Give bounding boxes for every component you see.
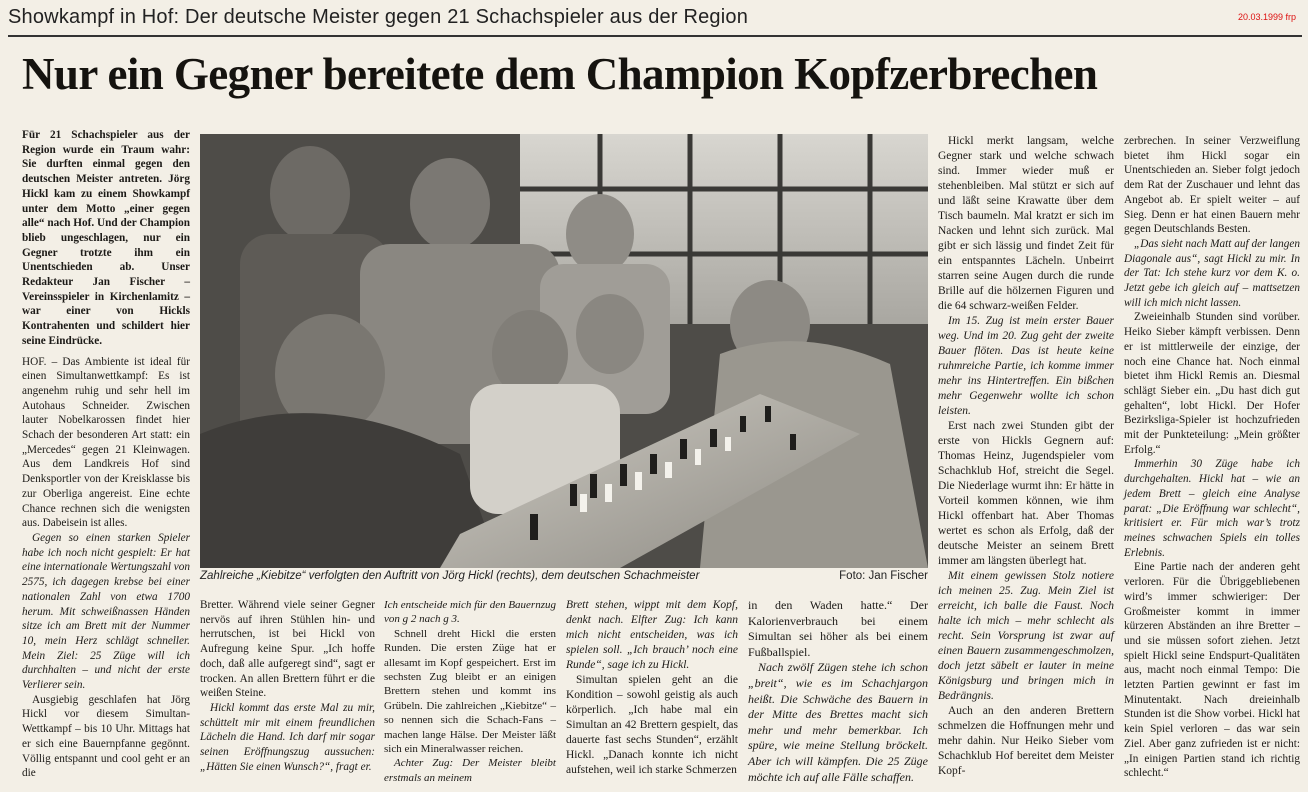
article-column-4: [566, 598, 738, 778]
paragraph: Immerhin 30 Züge habe ich durchgehalten. Hickl hat – wie an jedem Brett – gleich eine Analyse parat: „Die Eröffnung war schlecht“, kritisiert er. Für mich war’s trotz meines schwachen Spiels ein tolles Erlebnis.: [1124, 458, 1300, 559]
headline: Nur ein Gegner bereitete dem Champion Kopfzerbrechen: [22, 49, 1098, 99]
photo-credit: Foto: Jan Fischer: [839, 570, 928, 582]
paragraph: Gegen so einen starken Spieler habe ich noch nicht gespielt: Er hat eine internationale Wertungszahl von 2575, ich dagegen krebse bei einer nationalen Zahl von etwa 1700 herum. Mit schweißnassen Händen sitze ich am Brett mit der Nummer 10, mein Herz schlägt schneller. Mein Ziel: 25 Züge will ich durchhalten – und nicht der erste Verlierer sein.: [22, 531, 191, 692]
paragraph: Simultan spielen geht an die Kondition – sowohl geistig als auch körperlich. „Ich habe mal ein Simultan an 42 Brettern gespielt, das dauerte fast sechs Stunden“, erzählt Hickl. „Danach konnte ich nicht aufstehen, weil ich starke Schmerzen: [566, 674, 738, 776]
paragraph: Bretter. Während viele seiner Gegner nervös auf ihren Stühlen hin- und herrutschen, ist bei Hickl von Aufregung keine Spur. „Ich hoffe doch, daß alle aufgeregt sind“, sagt er trocken. An allen Brettern führt er die weißen Steine.: [200, 599, 375, 700]
intro-paragraph: Für 21 Schachspieler aus der Region wurde ein Traum wahr: Sie durften einmal gegen den deutschen Meister antreten. Jörg Hickl kam zu einem Showkampf unter dem Motto „einer gegen alle“ nach Hof. Und der Champion blieb ungeschlagen, nur ein Gegner trotzte ihm ein Unentschieden ab. Unser Redakteur Jan Fischer – Vereinsspieler in Kirchenlamitz – war einer von Hickls Kontrahenten und schildert hier seine Eindrücke.: [22, 129, 190, 347]
header-rule: [8, 35, 1302, 37]
paragraph: Brett stehen, wippt mit dem Kopf, denkt nach. Elfter Zug: Ich kann mich nicht entscheiden, was ich spielen soll. „Ich brauch’ noch eine Runde“, sage ich zu Hickl.: [566, 599, 738, 671]
paragraph: „Das sieht nach Matt auf der langen Diagonale aus“, sagt Hickl zu mir. In der Tat: Ich stehe kurz vor dem K. o. Jetzt gebe ich gleich auf – mattsetzen will ich mich nicht lassen.: [1124, 237, 1300, 309]
kicker: Showkampf in Hof: Der deutsche Meister gegen 21 Schachspieler aus der Region: [8, 6, 749, 28]
photo-caption-row: [200, 570, 928, 582]
paragraph: Mit einem gewissen Stolz notiere ich meinen 25. Zug. Mein Ziel ist erreicht, ich balle die Faust. Noch halte ich mich – mehr schlecht als recht. Sein Vorsprung ist zwar auf einen Bauern zusammengeschmolzen, doch jetzt säbelt er lauter in meine Königsburg und bringen mich in Bedrängnis.: [938, 570, 1114, 702]
paragraph: Zweieinhalb Stunden sind vorüber. Heiko Sieber kämpft verbissen. Denn er ist mittlerweile der einzige, der noch eine Chance hat. Noch einmal bietet ihm Hickl Remis an. Diesmal schlägt Sieber ein. „Du hast dich gut gehalten“, lobt Hickl. Der Hofer Bezirksliga-Spieler ist hochzufrieden mit der Punkteteilung: „Mein größter Erfolg.“: [1124, 311, 1300, 456]
paragraph: Eine Partie nach der anderen geht verloren. Für die Übriggebliebenen wird’s immer schwieriger: Der Großmeister kommt in immer kürzeren Abständen an ihre Bretter – und sie müssen sofort ziehen. Jetzt spielt Hickl seine Endspurt-Qualitäten aus, macht noch einmal Tempo: Die letzten Partien gewinnt er fast im Minutentakt. Nach dreieinhalb Stunden ist die Show vorbei. Hickl hat kein Spiel verloren – das war sein Ziel. Aber ganz zufrieden ist er nicht: „In einigen Partien stand ich richtig schlecht.“: [1124, 561, 1300, 780]
article-column-3: [384, 598, 556, 785]
article-column-7: [1124, 134, 1300, 781]
article-column-2: [200, 598, 375, 774]
article-column-6: [938, 134, 1114, 779]
article-photo: [200, 134, 928, 568]
paragraph: Erst nach zwei Stunden gibt der erste von Hickls Gegnern auf: Thomas Heinz, Jugendspieler vom Schachklub Hof, streicht die Segel. Die Niederlage wurmt ihn: Er hätte in Vorteil kommen können, wie ihm Hickl offenbart hat. Aber Thomas wertet es schon als Erfolg, daß der deutsche Meister an seinem Brett immer am längsten überlegt hat.: [938, 420, 1114, 567]
paragraph: Ich entscheide mich für den Bauernzug von g 2 nach g 3.: [384, 599, 556, 626]
paragraph: HOF. – Das Ambiente ist ideal für einen Simultanwettkampf: Es ist angenehm ruhig und sehr hell im Autohaus Schneider. Zwischen lauter Nobelkarossen findet hier Schach der besonderen Art statt: ein „Mercedes“ gegen 21 Kleinwagen. Aus dem Landkreis Hof sind Denksportler von der Kreisklasse bis zur Oberliga angereist. Eine echte Chance rechnen sich die wenigsten aus. Dabeisein ist alles.: [22, 355, 190, 530]
paragraph: Hickl kommt das erste Mal zu mir, schüttelt mir mit einem freundlichen Lächeln die Hand. Ich darf mir sogar seinen Eröffnungszug aussuchen: „Hätten Sie einen Wunsch?“, fragt er.: [200, 701, 375, 773]
paragraph: Im 15. Zug ist mein erster Bauer weg. Und im 20. Zug geht der zweite Bauer flöten. Das ist heute keine ruhmreiche Partie, ich komme immer mehr ins Hintertreffen. Ein bißchen mehr Gegenwehr wollte ich schon leisten.: [938, 315, 1114, 417]
date-stamp: 20.03.1999 frp: [1238, 12, 1297, 22]
article-column-5: [748, 598, 928, 785]
chess-photo-illustration: [200, 134, 928, 568]
paragraph: zerbrechen. In seiner Verzweiflung bietet ihm Hickl sogar ein Unentschieden an. Sieber folgt jedoch dem Rat der Zuschauer und lehnt das Angebot ab. Er spielt weiter – auf Sieg. Denn er hat einen Bauern mehr gegen Deutschlands Besten.: [1124, 135, 1300, 236]
paragraph: Schnell dreht Hickl die ersten Runden. Die ersten Züge hat er allesamt im Kopf gespeichert. Erst im sechsten Zug bleibt er an einigen Brettern stehen und kommt ins Grübeln. Die zahlreichen „Kiebitze“ – so nennen sich die Schach-Fans – machen lange Hälse. Der Meister läßt sich ein Mineralwasser reichen.: [384, 627, 556, 756]
article-column-1: [22, 128, 190, 781]
photo-caption: Zahlreiche „Kiebitze“ verfolgten den Auftritt von Jörg Hickl (rechts), dem deutschen Schachmeister: [200, 570, 700, 582]
paragraph: Auch an den anderen Brettern schmelzen die Hoffnungen mehr und mehr dahin. Nur Heiko Sieber vom Schachklub Hof bereitet dem Meister Kopf-: [938, 705, 1114, 777]
paragraph: in den Waden hatte.“ Der Kalorienverbrauch bei einem Simultan sei höher als bei einem Fußballspiel.: [748, 598, 928, 659]
paragraph: Ausgiebig geschlafen hat Jörg Hickl vor diesem Simultan-Wettkampf – bis 10 Uhr. Mittags hat er sich eine Bauernpfanne gegönnt. Völlig entspannt und cool geht er an die: [22, 693, 190, 780]
paragraph: Hickl merkt langsam, welche Gegner stark und welche schwach sind. Immer wieder muß er stehenbleiben. Mal stützt er sich auf und läßt seine Krawatte über dem Tisch baumeln. Mal kratzt er sich im Nacken und lehnt sich zurück. Mal gibt er sich lässig und findet Zeit für ein entspanntes Lächeln. Unbeirrt starren seine Augen durch die runde Brille auf die hölzernen Figuren und die 64 schwarz-weißen Felder.: [938, 135, 1114, 312]
paragraph: Nach zwölf Zügen stehe ich schon „breit“, wie es im Schachjargon heißt. Die Schwäche des Bauern in der Mitte des Brettes macht sich mehr und mehr bemerkbar. Ich spüre, wie meine Stellung bröckelt. Aber ich will kämpfen. Die 25 Züge möchte ich auf alle Fälle schaffen.: [748, 660, 928, 784]
paragraph: Achter Zug: Der Meister bleibt erstmals an meinem: [384, 757, 556, 784]
